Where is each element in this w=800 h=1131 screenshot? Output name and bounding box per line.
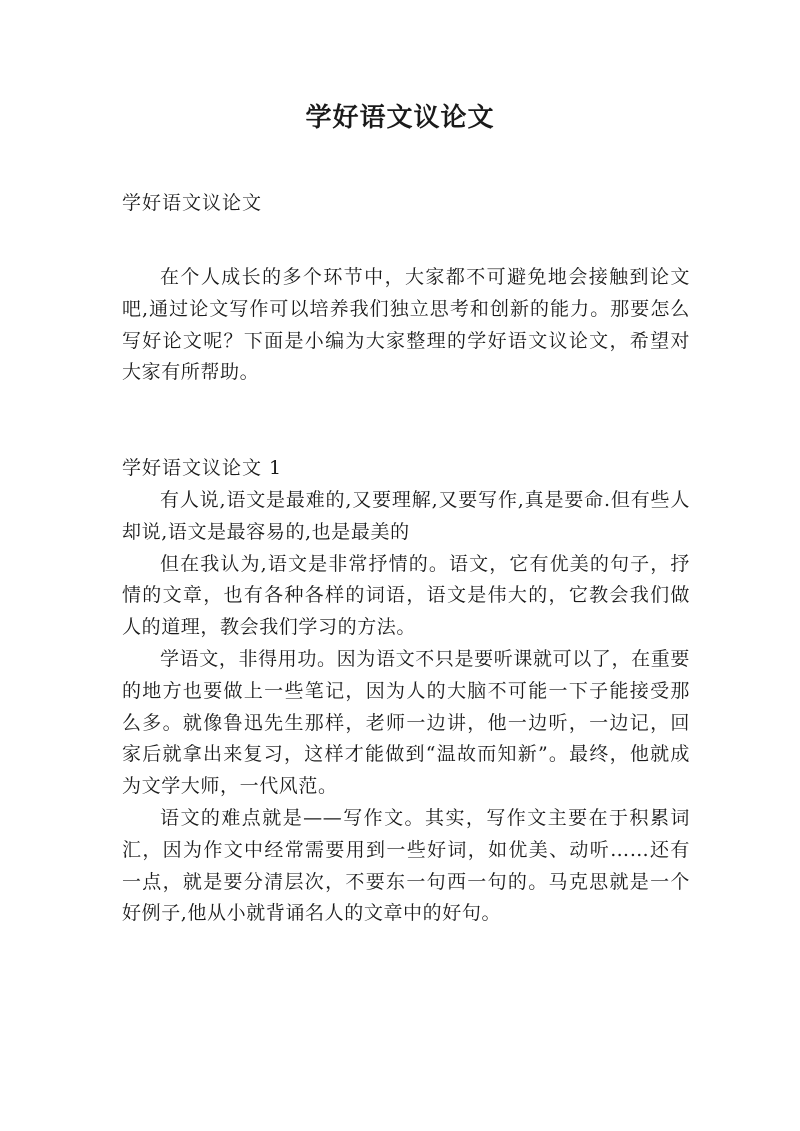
body-paragraph: 有人说,语文是最难的,又要理解,又要写作,真是要命.但有些人却说,语文是最容易的,也是最美的 [122,489,690,543]
document-title: 学好语文议论文 [305,103,495,133]
section-body [122,485,690,930]
section-heading: 学好语文议论文 1 [122,457,283,479]
body-paragraph: 语文的难点就是——写作文。其实，写作文主要在于积累词汇，因为作文中经常需要用到一些好词，如优美、动听……还有一点，就是要分清层次，不要东一句西一句的。马克思就是一个好例子,他从小就背诵名人的文章中的好句。 [122,806,690,925]
intro-block [122,262,690,389]
body-paragraph: 但在我认为,语文是非常抒情的。语文，它有优美的句子，抒情的文章，也有各种各样的词语，语文是伟大的，它教会我们做人的道理，教会我们学习的方法。 [122,552,690,639]
document-subtitle: 学好语文议论文 [122,192,263,214]
body-paragraph: 学语文，非得用功。因为语文不只是要听课就可以了，在重要的地方也要做上一些笔记，因为人的大脑不可能一下子能接受那么多。就像鲁迅先生那样，老师一边讲，他一边听，一边记，回家后就拿出来复习，这样才能做到“温故而知新”。最终，他就成为文学大师，一代风范。 [122,647,690,798]
intro-paragraph: 在个人成长的多个环节中，大家都不可避免地会接触到论文吧,通过论文写作可以培养我们独立思考和创新的能力。那要怎么写好论文呢？下面是小编为大家整理的学好语文议论文，希望对大家有所帮助。 [122,266,690,384]
